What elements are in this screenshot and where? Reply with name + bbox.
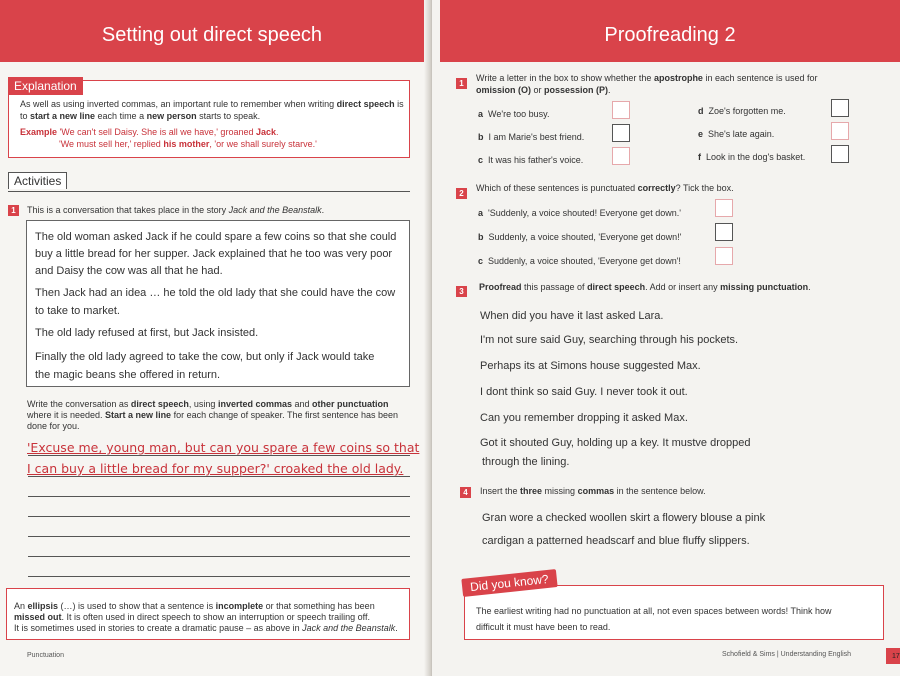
q2-instruction: Which of these sentences is punctuated correctly? Tick the box. [476, 183, 734, 193]
q4-instruction: Insert the three missing commas in the sentence below. [480, 486, 706, 496]
activities-rule [8, 191, 410, 192]
tick-box[interactable] [715, 223, 733, 241]
question-number-2: 2 [456, 188, 467, 199]
answer-box[interactable] [612, 124, 630, 142]
right-page-banner [440, 0, 900, 62]
q1-instruction-1: Write the conversation as direct speech, using inverted commas and other punctuation [27, 399, 389, 409]
note-line-3: It is sometimes used in stories to create a dramatic pause – as above in Jack and the Beanstalk. [14, 623, 398, 633]
story-line: The old lady refused at first, but Jack insisted. [35, 327, 259, 339]
handwritten-answer-line-2: I can buy a little bread for my supper?' croaked the old lady. [27, 461, 404, 476]
question-number-4: 4 [460, 487, 471, 498]
note-line-2: missed out. It is often used in direct speech to show an interruption or speech trailing off. [14, 612, 371, 622]
q4-sentence-line-1: Gran wore a checked woollen skirt a flowery blouse a pink [482, 512, 766, 524]
passage-line: I'm not sure said Guy, searching through his pockets. [480, 334, 739, 346]
q1-item: a We're too busy. [478, 109, 550, 119]
example-line-1: Example 'We can't sell Daisy. She is all we have,' groaned Jack. [20, 127, 279, 137]
q1-item: b I am Marie's best friend. [478, 132, 585, 142]
left-page [0, 0, 432, 676]
answer-line[interactable] [28, 536, 410, 537]
answer-box[interactable] [612, 147, 630, 165]
page-title-left: Setting out direct speech [101, 23, 323, 46]
story-line: to take to market. [35, 305, 120, 317]
q3-instruction: Proofread this passage of direct speech. Add or insert any missing punctuation. [479, 282, 811, 292]
question-number-1: 1 [456, 78, 467, 89]
passage-line: Can you remember dropping it asked Max. [480, 412, 688, 424]
q1-instruction-2: omission (O) or possession (P). [476, 85, 611, 95]
q1-item: c It was his father's voice. [478, 155, 584, 165]
q2-item: b Suddenly, a voice shouted, 'Everyone get down!' [478, 232, 682, 242]
answer-line[interactable] [28, 576, 410, 577]
did-you-know-line-1: The earliest writing had no punctuation at all, not even spaces between words! Think how [476, 606, 832, 616]
q1-instruction-3: done for you. [27, 421, 80, 431]
explanation-line-1: As well as using inverted commas, an important rule to remember when writing direct speech is [20, 99, 404, 109]
answer-line[interactable] [28, 556, 410, 557]
question-number-3: 3 [456, 286, 467, 297]
q1-item: d Zoe's forgotten me. [698, 106, 786, 116]
q1-item: e She's late again. [698, 129, 775, 139]
answer-line[interactable] [28, 496, 410, 497]
q1-instruction-2: where it is needed. Start a new line for each change of speaker. The first sentence has been [27, 410, 399, 420]
passage-line: Perhaps its at Simons house suggested Max. [480, 360, 701, 372]
example-line-2: 'We must sell her,' replied his mother, 'or we shall surely starve.' [59, 139, 317, 149]
q4-sentence-line-2: cardigan a patterned headscarf and blue fluffy slippers. [482, 535, 750, 547]
answer-box[interactable] [831, 145, 849, 163]
story-line: Then Jack had an idea … he told the old lady that she could have the cow [35, 287, 396, 299]
q1-intro: This is a conversation that takes place in the story Jack and the Beanstalk. [27, 205, 325, 215]
right-page [432, 0, 900, 676]
answer-line[interactable] [28, 516, 410, 517]
left-page-banner [0, 0, 424, 62]
story-line: and Daisy the cow was all that he had. [35, 265, 223, 277]
explanation-line-2: to start a new line each time a new person starts to speak. [20, 111, 261, 121]
did-you-know-label: Did you know? [461, 569, 557, 597]
passage-line: I dont think so said Guy. I never took it out. [480, 386, 688, 398]
footer-right: Schofield & Sims | Understanding English [722, 651, 852, 658]
story-line: The old woman asked Jack if he could spare a few coins so that she could [35, 231, 397, 243]
answer-box[interactable] [831, 122, 849, 140]
passage-line: through the lining. [482, 456, 570, 468]
q1-instruction-1: Write a letter in the box to show whether the apostrophe in each sentence is used for [476, 73, 818, 83]
question-number-1: 1 [8, 205, 19, 216]
q2-item: a 'Suddenly, a voice shouted! Everyone get down.' [478, 208, 681, 218]
footer-left: Punctuation [27, 652, 64, 659]
story-line: buy a little bread for her supper. Jack explained that he too was very poor [35, 248, 393, 260]
note-line-1: An ellipsis (…) is used to show that a sentence is incomplete or that something has been [14, 601, 375, 611]
story-line: Finally the old lady agreed to take the cow, but only if Jack would take [35, 351, 375, 363]
answer-line[interactable] [28, 476, 410, 477]
story-line: the magic beans she offered in return. [35, 369, 221, 381]
q1-item: f Look in the dog's basket. [698, 152, 806, 162]
passage-line: When did you have it last asked Lara. [480, 310, 664, 322]
q2-item: c Suddenly, a voice shouted, 'Everyone get down'! [478, 256, 681, 266]
handwritten-answer-line-1: 'Excuse me, young man, but can you spare a few coins so that [27, 440, 420, 455]
answer-line[interactable] [28, 455, 410, 456]
tick-box[interactable] [715, 199, 733, 217]
page-title-right: Proofreading 2 [604, 23, 736, 46]
answer-box[interactable] [831, 99, 849, 117]
tick-box[interactable] [715, 247, 733, 265]
did-you-know-line-2: difficult it must have been to read. [476, 622, 611, 632]
passage-line: Got it shouted Guy, holding up a key. It mustve dropped [480, 437, 751, 449]
activities-label: Activities [8, 172, 67, 189]
explanation-label: Explanation [8, 77, 83, 95]
page-number: 17 [892, 653, 900, 660]
answer-box[interactable] [612, 101, 630, 119]
